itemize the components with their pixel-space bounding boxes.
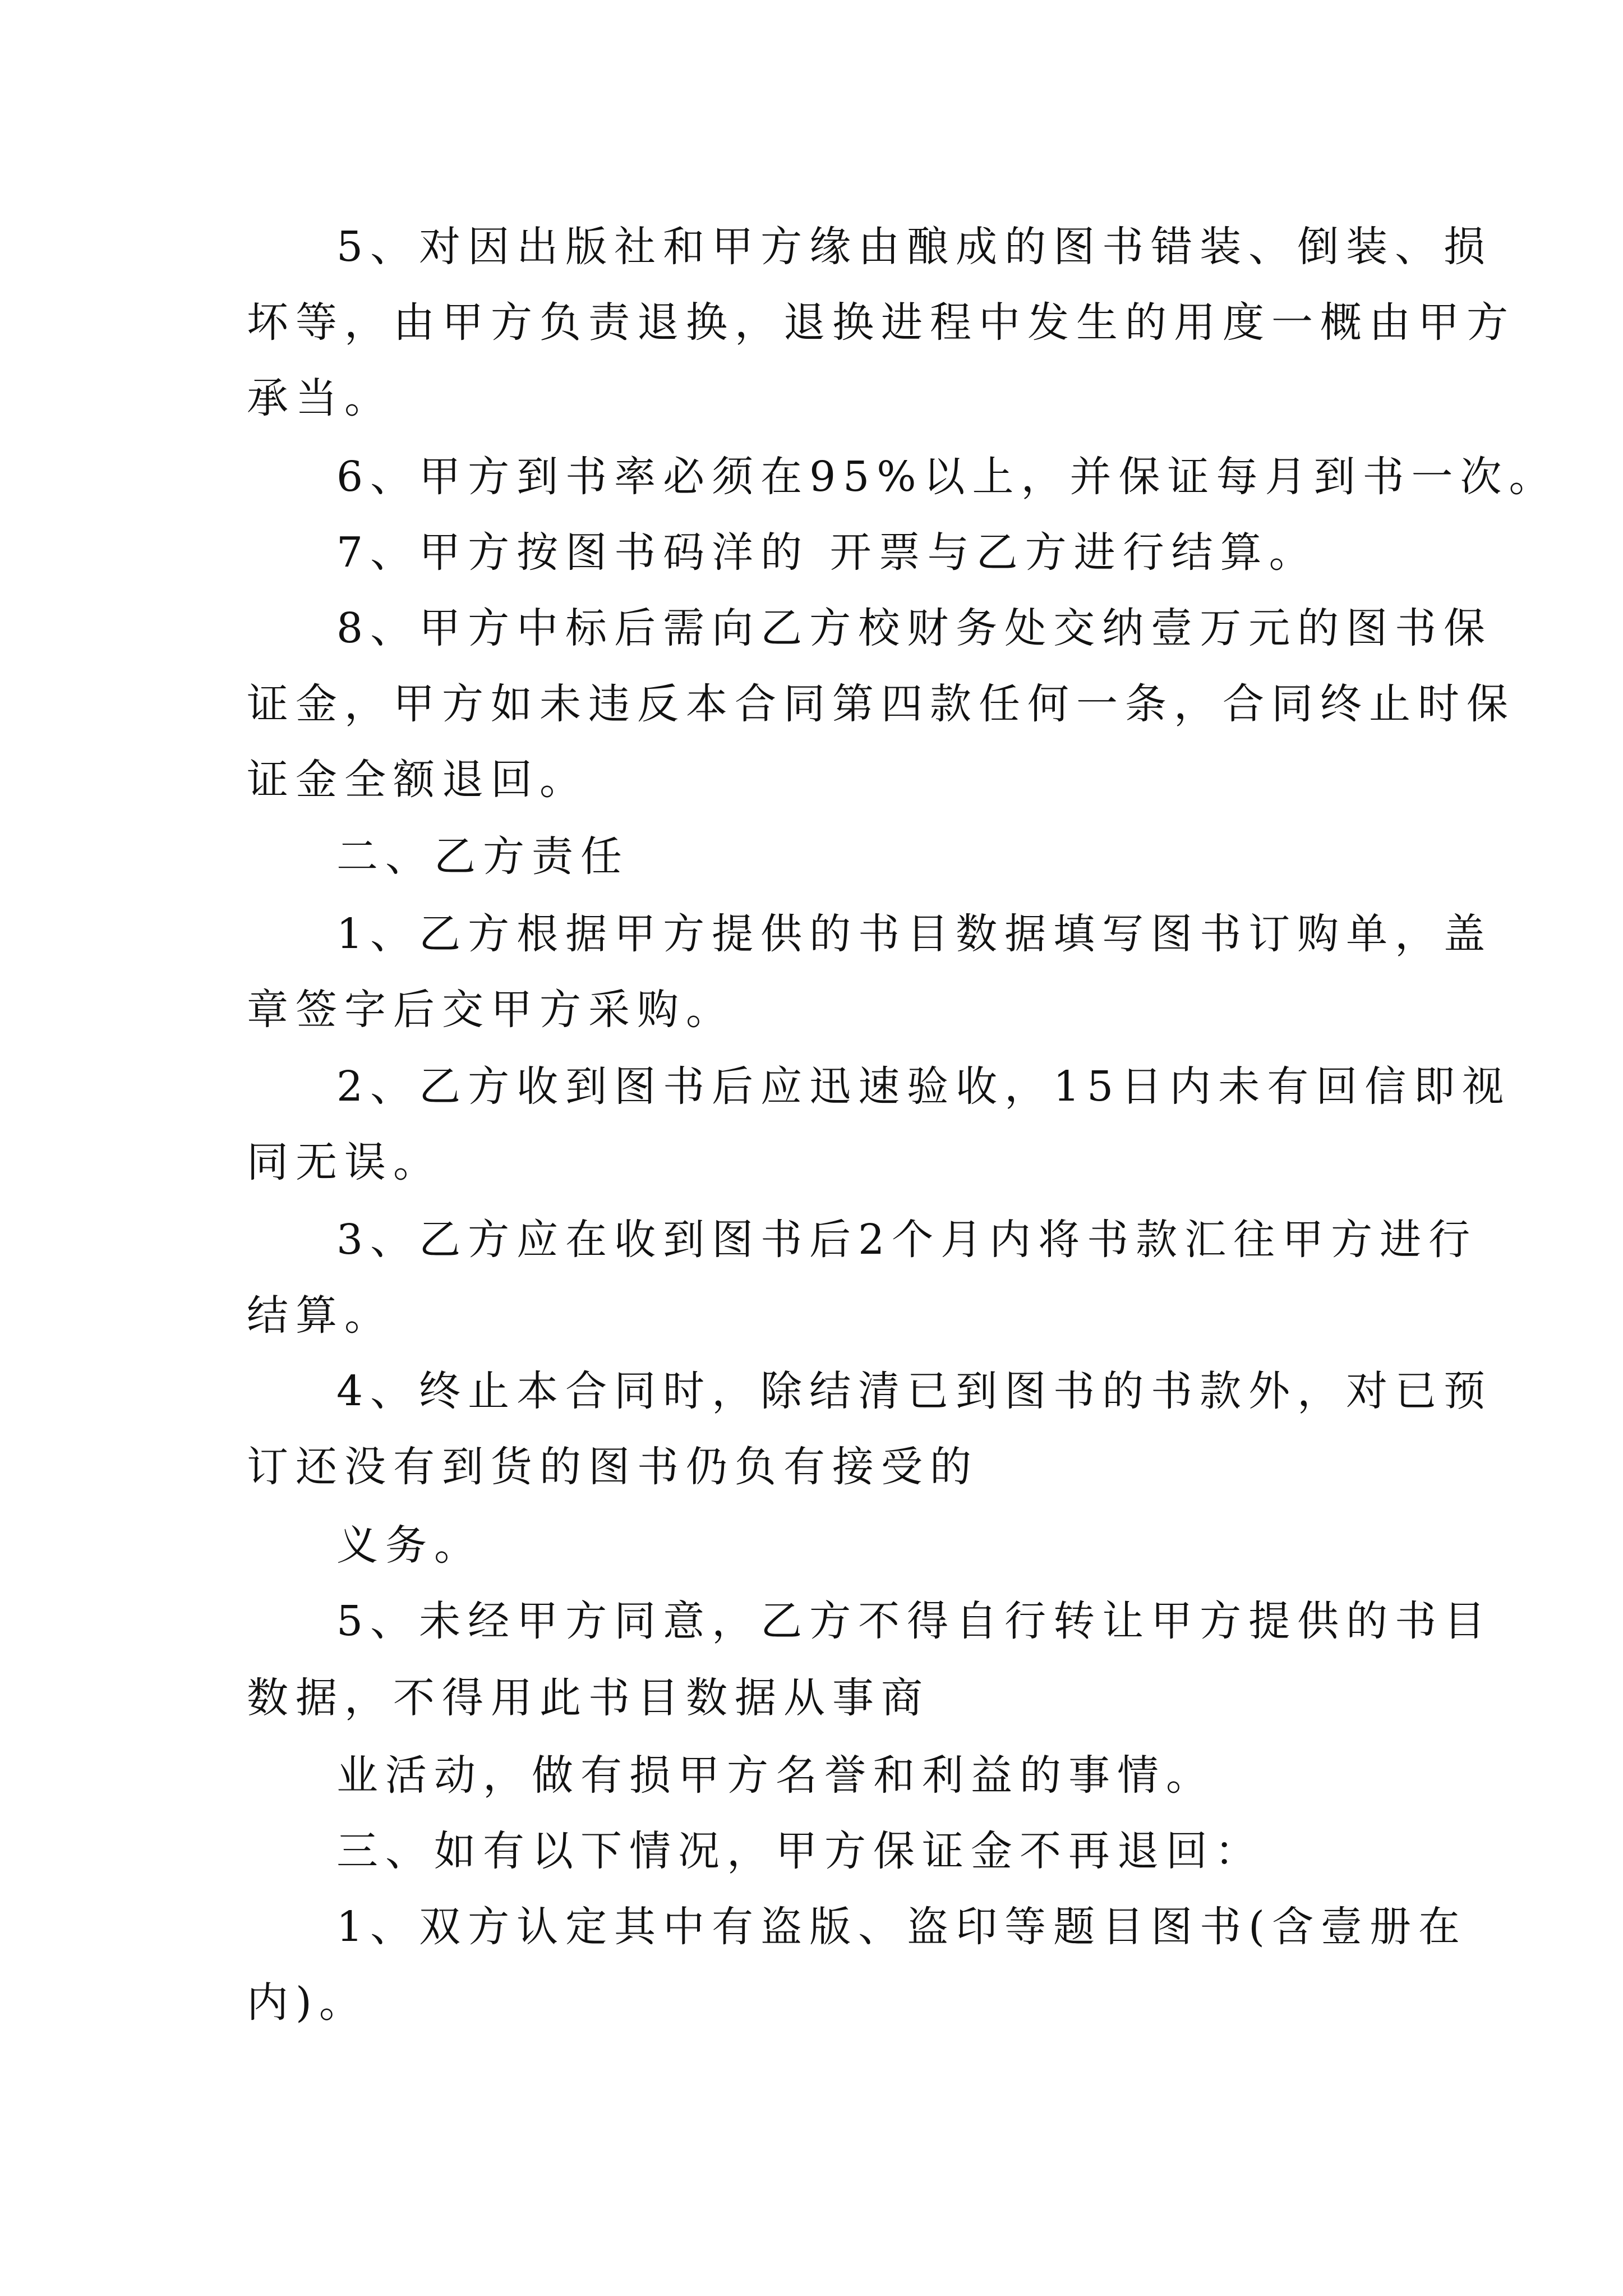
paragraph-line: 5、未经甲方同意，乙方不得自行转让甲方提供的书目 bbox=[336, 1597, 1493, 1645]
paragraph-line: 1、双方认定其中有盗版、盗印等题目图书(含壹册在 bbox=[336, 1903, 1467, 1951]
paragraph-line: 业活动，做有损甲方名誉和利益的事情。 bbox=[336, 1751, 1215, 1800]
paragraph-line: 证金全额退回。 bbox=[247, 756, 588, 804]
paragraph-line: 义务。 bbox=[336, 1521, 483, 1570]
paragraph-line: 订还没有到货的图书仍负有接受的 bbox=[247, 1443, 979, 1491]
paragraph-line: 承当。 bbox=[247, 374, 393, 422]
paragraph-line: 章签字后交甲方采购。 bbox=[247, 986, 735, 1034]
paragraph-line: 内)。 bbox=[247, 1978, 368, 2027]
section-heading: 二、乙方责任 bbox=[336, 832, 629, 881]
paragraph-line: 结算。 bbox=[247, 1291, 393, 1340]
paragraph-line: 4、终止本合同时，除结清已到图书的书款外，对已预 bbox=[336, 1367, 1493, 1415]
paragraph-line: 3、乙方应在收到图书后2个月内将书款汇往甲方进行 bbox=[336, 1216, 1478, 1264]
paragraph-line: 1、乙方根据甲方提供的书目数据填写图书订购单，盖 bbox=[336, 910, 1493, 958]
paragraph-line: 8、甲方中标后需向乙方校财务处交纳壹万元的图书保 bbox=[336, 604, 1493, 652]
paragraph-line: 2、乙方收到图书后应迅速验收，15日内未有回信即视 bbox=[336, 1062, 1511, 1111]
paragraph-line: 证金，甲方如未违反本合同第四款任何一条，合同终止时保 bbox=[247, 680, 1515, 728]
paragraph-line: 数据，不得用此书目数据从事商 bbox=[247, 1674, 930, 1722]
paragraph-line: 6、甲方到书率必须在95%以上，并保证每月到书一次。 bbox=[336, 453, 1558, 501]
paragraph-line: 7、甲方按图书码洋的 开票与乙方进行结算。 bbox=[336, 528, 1318, 577]
paragraph-line: 坏等，由甲方负责退换，退换进程中发生的用度一概由甲方 bbox=[247, 298, 1515, 347]
section-heading: 三、如有以下情况，甲方保证金不再退回： bbox=[336, 1827, 1264, 1875]
paragraph-line: 同无误。 bbox=[247, 1138, 442, 1186]
paragraph-line: 5、对因出版社和甲方缘由酿成的图书错装、倒装、损 bbox=[336, 223, 1493, 271]
